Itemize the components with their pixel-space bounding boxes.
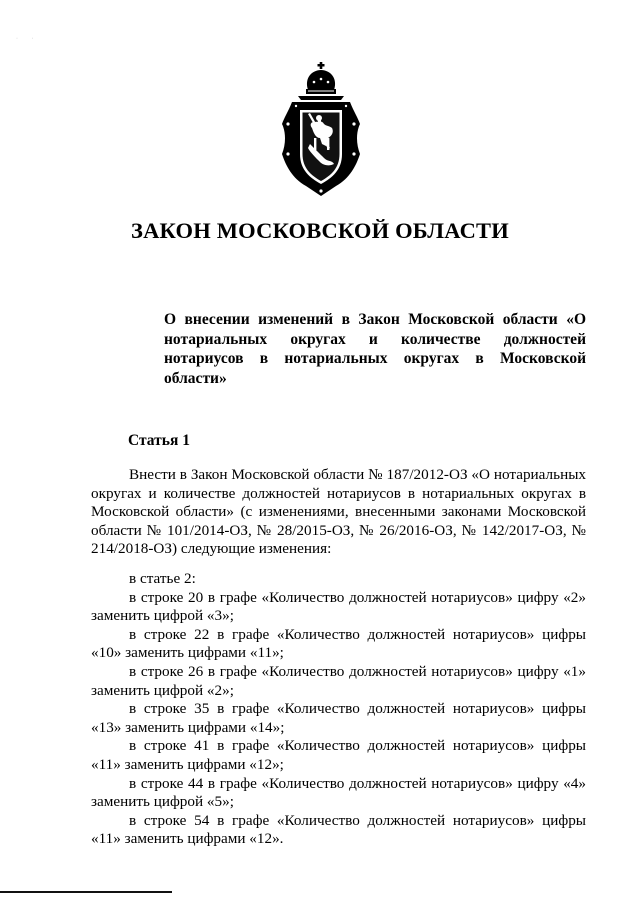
footer-divider <box>0 891 172 893</box>
list-item: в строке 26 в графе «Количество должностей нотариусов» цифру «1» заменить цифрой «2»; <box>91 662 586 699</box>
article-reference: в статье 2: <box>129 570 196 587</box>
article-intro: Внести в Закон Московской области № 187/2012-ОЗ «О нотариальных округах и количестве должностей нотариусов в нотариальных округах в Московской области» (с изменениями, внесенными законами Московской области № 101/2014-ОЗ, № 28/2015-ОЗ, № 26/2016-ОЗ, № 142/2017-ОЗ, № 214/2018-ОЗ) следующие изменения: <box>91 466 586 558</box>
law-subject: О внесении изменений в Закон Московской области «О нотариальных округах и количестве должностей нотариусов в нотариальных округах в Московской области» <box>164 311 586 387</box>
document-title: ЗАКОН МОСКОВСКОЙ ОБЛАСТИ <box>131 218 509 243</box>
list-item: в строке 41 в графе «Количество должностей нотариусов» цифры «11» заменить цифрами «12»; <box>91 737 586 773</box>
list-item: в строке 35 в графе «Количество должностей нотариусов» цифры «13» заменить цифрами «14»; <box>91 700 586 736</box>
list-item: в строке 22 в графе «Количество должностей нотариусов» цифры «10» заменить цифрами «11»; <box>91 625 586 662</box>
list-item: в строке 20 в графе «Количество должностей нотариусов» цифру «2» заменить цифрой «3»; <box>91 588 586 625</box>
scan-speck: · · <box>16 36 40 42</box>
list-item: в строке 54 в графе «Количество должностей нотариусов» цифры «11» заменить цифрами «12». <box>91 811 586 848</box>
list-item: в строке 44 в графе «Количество должностей нотариусов» цифру «4» заменить цифрой «5»; <box>91 774 586 811</box>
moscow-oblast-coat-of-arms-icon <box>280 62 362 198</box>
amendment-list <box>91 570 586 849</box>
article-heading: Статья 1 <box>128 432 190 449</box>
